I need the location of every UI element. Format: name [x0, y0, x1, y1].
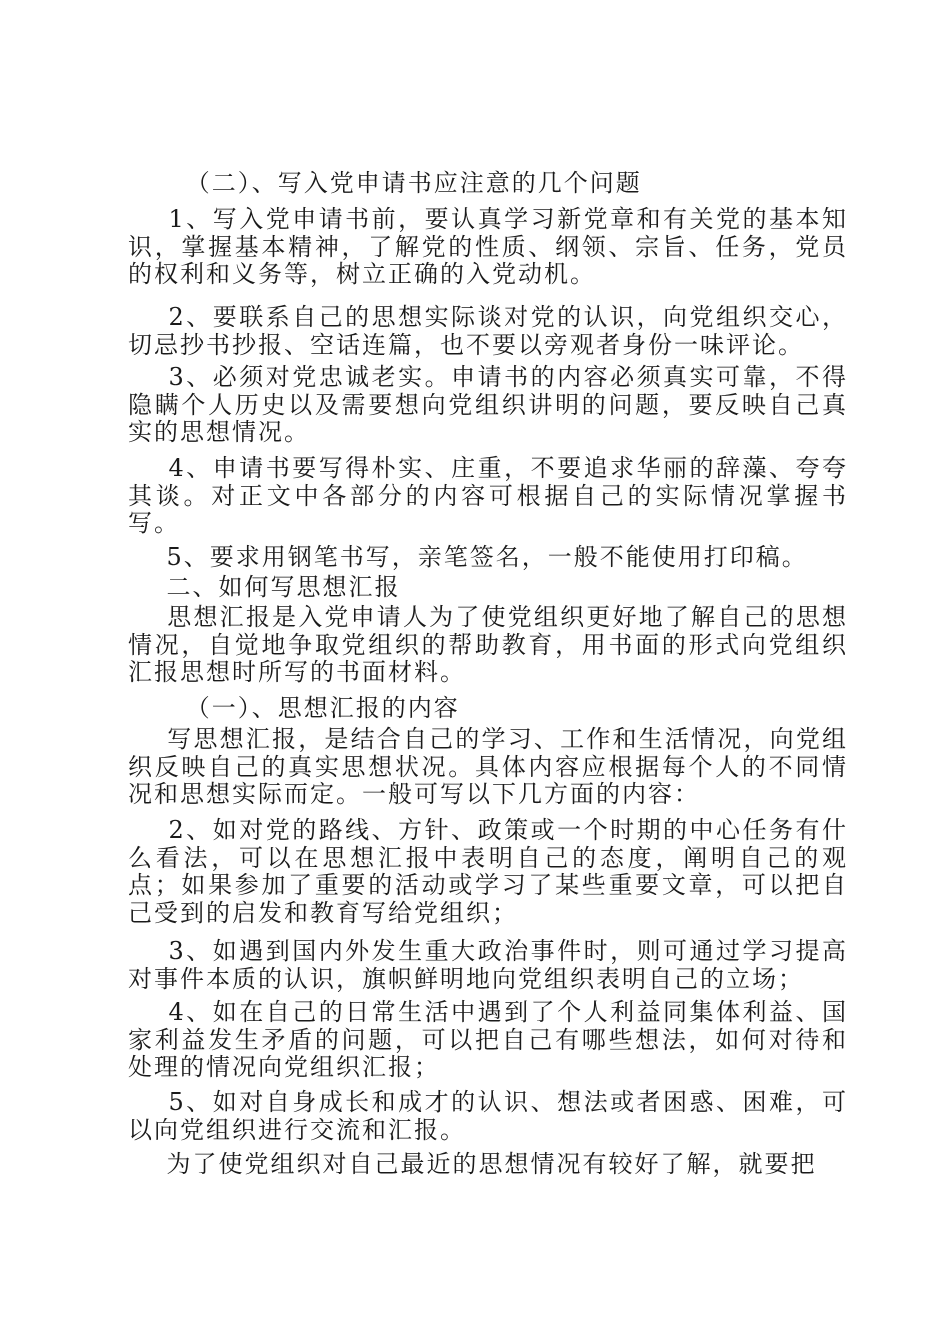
paragraph: 为了使党组织对自己最近的思想情况有较好了解，就要把 [128, 1150, 817, 1178]
section-heading: （一）、思想汇报的内容 [128, 694, 460, 722]
paragraph: 3、必须对党忠诚老实。申请书的内容必须真实可靠，不得隐瞒个人历史以及需要想向党组织讲明的问题，要反映自己真实的思想情况。 [128, 363, 848, 446]
paragraph: 4、申请书要写得朴实、庄重，不要追求华丽的辞藻、夸夸其谈。对正文中各部分的内容可根据自己的实际情况掌握书写。 [128, 454, 848, 537]
section-heading: （二）、写入党申请书应注意的几个问题 [128, 169, 642, 197]
section-heading: 二、如何写思想汇报 [128, 573, 401, 601]
paragraph: 5、要求用钢笔书写，亲笔签名，一般不能使用打印稿。 [128, 543, 808, 571]
paragraph: 1、写入党申请书前，要认真学习新党章和有关党的基本知识，掌握基本精神，了解党的性质、纲领、宗旨、任务，党员的权利和义务等，树立正确的入党动机。 [128, 205, 848, 288]
paragraph: 5、如对自身成长和成才的认识、想法或者困惑、困难，可以向党组织进行交流和汇报。 [128, 1088, 848, 1144]
paragraph: 4、如在自己的日常生活中遇到了个人利益同集体利益、国家利益发生矛盾的问题，可以把自己有哪些想法，如何对待和处理的情况向党组织汇报； [128, 998, 848, 1081]
paragraph: 2、如对党的路线、方针、政策或一个时期的中心任务有什么看法，可以在思想汇报中表明自己的态度，阐明自己的观点；如果参加了重要的活动或学习了某些重要文章，可以把自己受到的启发和教育写给党组织； [128, 816, 848, 927]
paragraph: 2、要联系自己的思想实际谈对党的认识，向党组织交心，切忌抄书抄报、空话连篇，也不要以旁观者身份一味评论。 [128, 303, 848, 359]
paragraph: 思想汇报是入党申请人为了使党组织更好地了解自己的思想情况，自觉地争取党组织的帮助教育，用书面的形式向党组织汇报思想时所写的书面材料。 [128, 603, 849, 686]
paragraph: 3、如遇到国内外发生重大政治事件时，则可通过学习提高对事件本质的认识，旗帜鲜明地向党组织表明自己的立场； [128, 937, 848, 993]
paragraph: 写思想汇报，是结合自己的学习、工作和生活情况，向党组织反映自己的真实思想状况。具体内容应根据每个人的不同情况和思想实际而定。一般可写以下几方面的内容： [128, 725, 849, 808]
